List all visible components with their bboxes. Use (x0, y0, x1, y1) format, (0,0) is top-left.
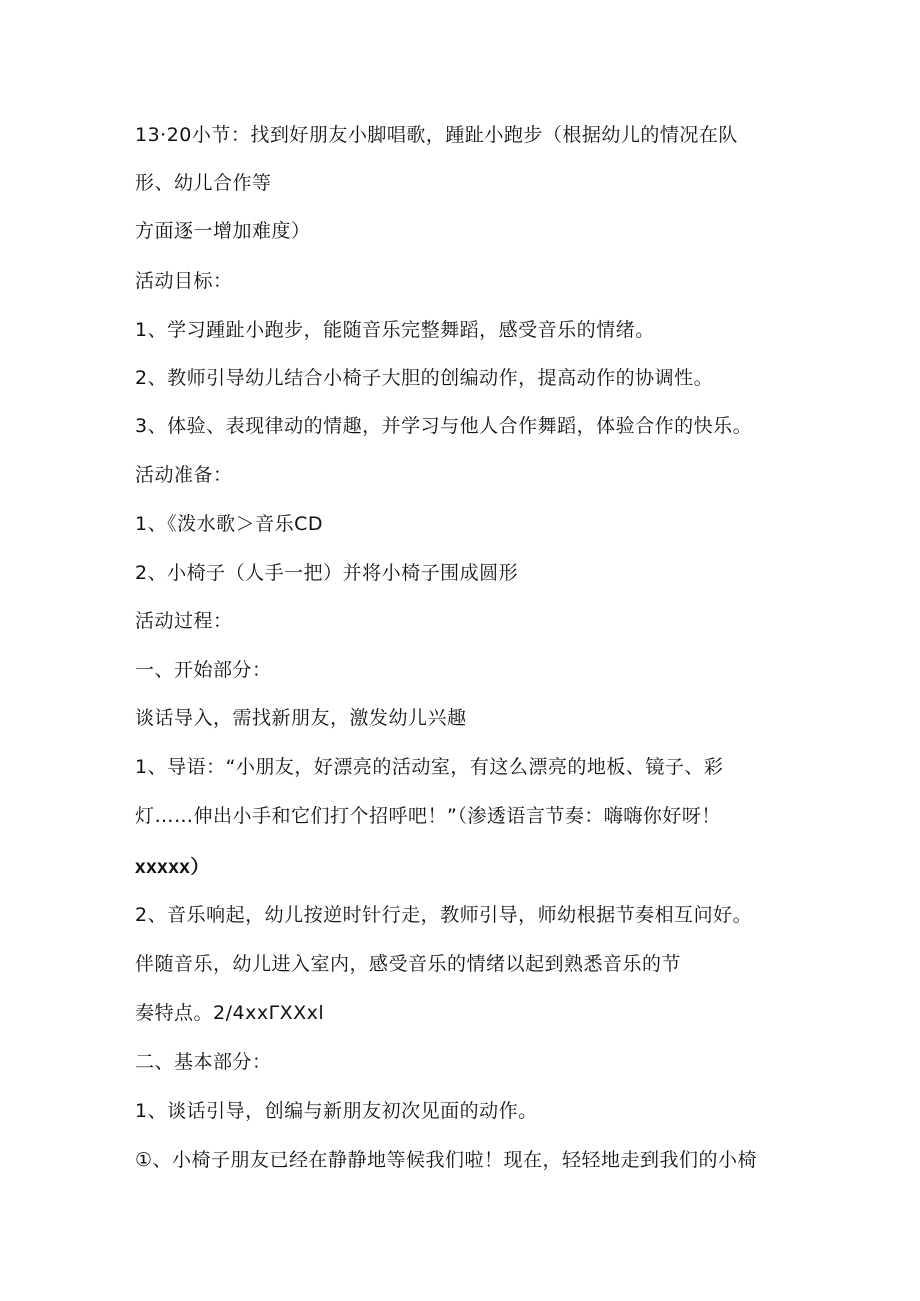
preparation-item-2: 2、小椅子（人手一把）并将小椅子围成圆形 (135, 562, 519, 584)
goal-item-3: 3、体验、表现律动的情趣，并学习与他人合作舞蹈，体验合作的快乐。 (135, 415, 753, 437)
text-line-intro: 谈话导入，需找新朋友，激发幼儿兴趣 (135, 707, 467, 729)
process-item-2-cont: 伴随音乐，幼儿进入室内，感受音乐的情绪以起到熟悉音乐的节 (135, 953, 682, 975)
rhythm-notation: xxxxx） (135, 857, 210, 878)
text-line-3: 方面逐一增加难度） (135, 220, 311, 242)
text-line-1: 13·20小节：找到好朋友小脚唱歌，踵趾小跑步（根据幼儿的情况在队 (135, 124, 738, 146)
goal-item-2: 2、教师引导幼儿结合小椅子大胆的创编动作，提高动作的协调性。 (135, 367, 714, 389)
section-heading-preparation: 活动准备： (135, 464, 233, 486)
goal-item-1: 1、学习踵趾小跑步，能随音乐完整舞蹈，感受音乐的情绪。 (135, 319, 655, 341)
section-heading-goals: 活动目标： (135, 270, 233, 292)
basic-item-1-sub: ①、小椅子朋友已经在静静地等候我们啦！现在，轻轻地走到我们的小椅 (135, 1149, 758, 1171)
subsection-heading-basic: 二、基本部分： (135, 1051, 272, 1073)
text-line-2: 形、幼儿合作等 (135, 172, 272, 194)
process-item-2: 2、音乐响起，幼儿按逆时针行走，教师引导，师幼根据节奏相互问好。 (135, 904, 753, 926)
basic-item-1: 1、谈话引导，创编与新朋友初次见面的动作。 (135, 1100, 538, 1122)
process-item-1: 1、导语：“小朋友，好漂亮的活动室，有这么漂亮的地板、镜子、彩 (135, 756, 724, 778)
subsection-heading-start: 一、开始部分： (135, 659, 272, 681)
process-item-2-notation: 奏特点。2/4xxΓXXxl (135, 1002, 325, 1024)
section-heading-process: 活动过程： (135, 610, 233, 632)
process-item-1-cont: 灯……伸出小手和它们打个招呼吧！”（渗透语言节奏：嗨嗨你好呀！ (135, 805, 721, 827)
preparation-item-1: 1、《泼水歌＞音乐CD (135, 513, 323, 535)
